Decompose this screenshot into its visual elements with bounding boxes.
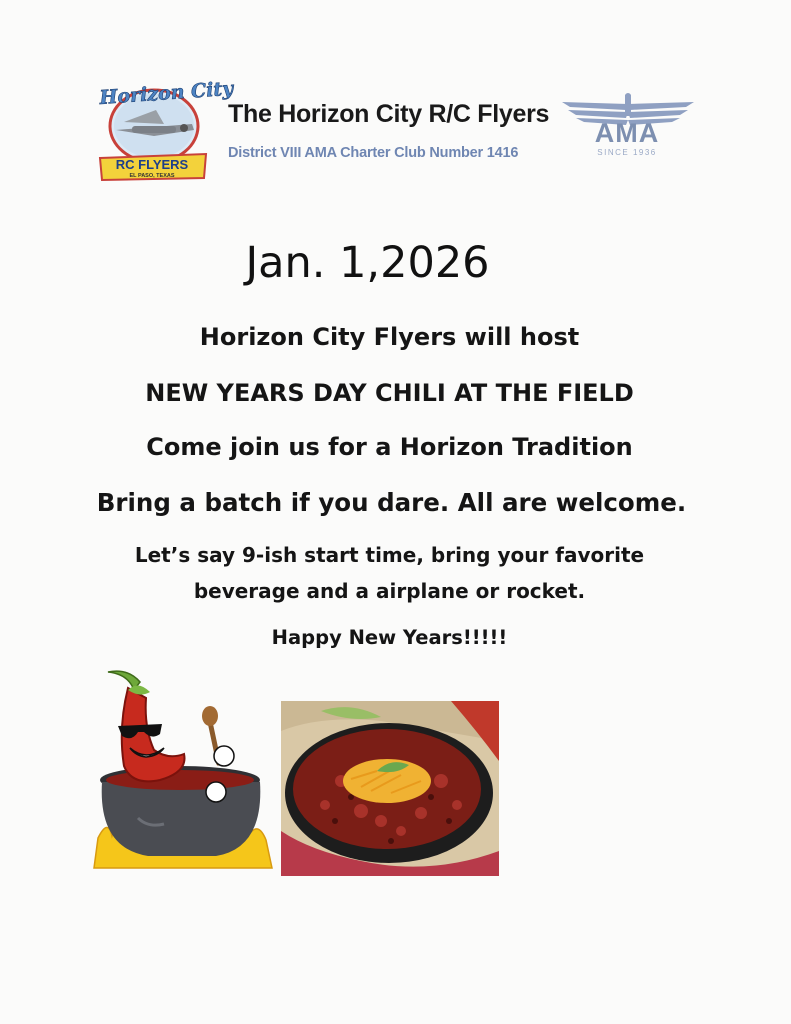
club-title: The Horizon City R/C Flyers: [228, 100, 550, 128]
closing-line: Happy New Years!!!!!: [271, 626, 508, 649]
svg-text:Horizon City: Horizon City: [98, 77, 234, 109]
join-line: Come join us for a Horizon Tradition: [146, 433, 633, 461]
bowl-of-chili-photo: [281, 701, 499, 876]
batch-line: Bring a batch if you dare. All are welcome.: [96, 488, 687, 517]
club-subtitle: District VIII AMA Charter Club Number 1416: [228, 145, 519, 161]
details-line-1: Let’s say 9-ish start time, bring your favorite: [134, 543, 645, 567]
letterhead: [0, 0, 791, 200]
details-line-2: beverage and a airplane or rocket.: [193, 579, 586, 603]
svg-text:EL PASO, TEXAS: EL PASO, TEXAS: [129, 173, 175, 179]
event-title: NEW YEARS DAY CHILI AT THE FIELD: [145, 379, 634, 407]
host-line: Horizon City Flyers will host: [199, 323, 580, 351]
event-date: Jan. 1,2026: [245, 238, 490, 288]
ama-wordmark: AMA: [594, 118, 660, 148]
chili-pepper-in-pot-icon: [88, 668, 283, 878]
ama-since-text: SINCE 1936: [597, 148, 657, 157]
svg-text:RC FLYERS: RC FLYERS: [115, 157, 189, 172]
club-logo-icon: [94, 77, 234, 190]
